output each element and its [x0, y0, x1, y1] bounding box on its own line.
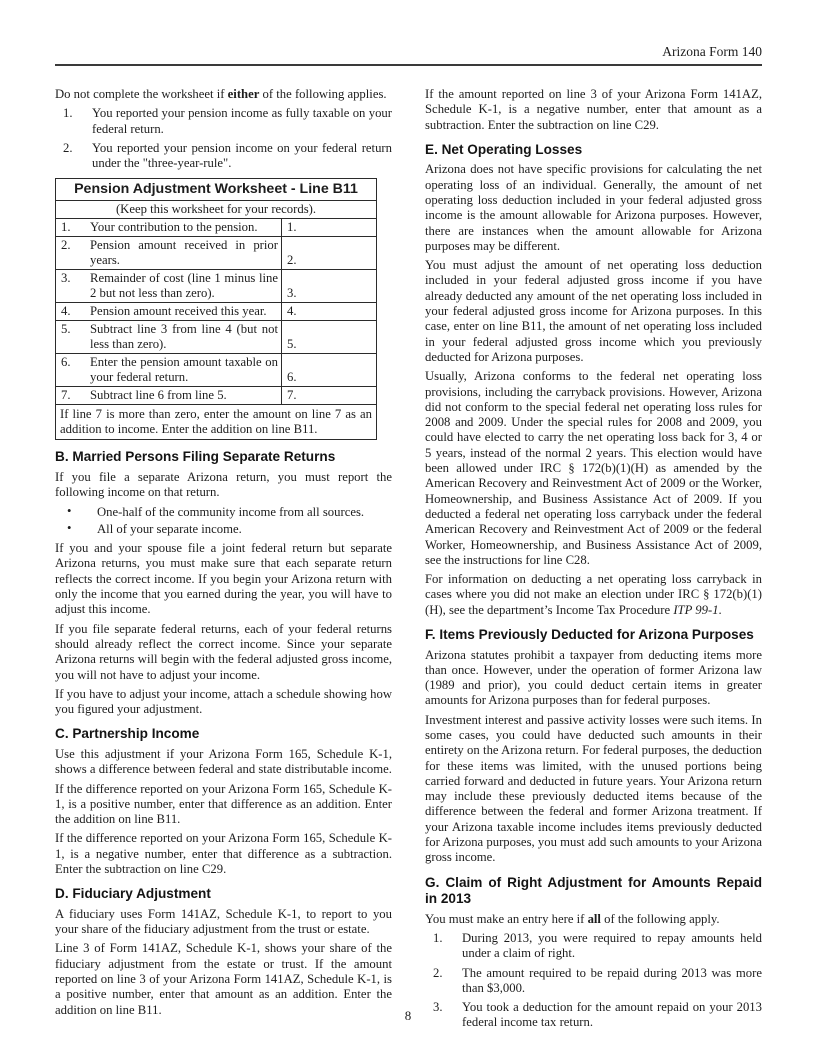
worksheet-title: Pension Adjustment Worksheet - Line B11 [56, 179, 377, 201]
bullet-text: One-half of the community income from all sources. [97, 504, 365, 519]
row-text: Pension amount received this year. [90, 304, 267, 319]
section-heading-e: E. Net Operating Losses [425, 141, 583, 157]
row-line-label: 2. [282, 237, 377, 270]
row-number: 7. [61, 388, 71, 403]
bullet-text: All of your separate income. [97, 521, 242, 536]
worksheet-intro-paragraph [55, 87, 392, 102]
row-description [56, 303, 282, 321]
row-line-label: 4. [282, 303, 377, 321]
row-text: Your contribution to the pension. [90, 220, 258, 235]
paragraph: If you file separate federal returns, each of your federal returns should already reflect the correct income. Since your separate Arizona returns will begin with the federal adjusted gross income, you will not have to adjust your income. [55, 621, 392, 682]
paragraph: Arizona statutes prohibit a taxpayer from deducting items more than once. However, under the operation of former Arizona law (1989 and prior), you could deduct certain items in greater amounts for Arizona purposes than for federal purposes. [425, 647, 762, 708]
paragraph: Arizona does not have specific provisions for calculating the net operating loss of an individual. Generally, the amount of net operating loss deduction included in your federal adjusted gross income is the amount allowable for Arizona purposes. However, there are instances when the amount allowable for Arizona purposes may be different. [425, 162, 762, 253]
intro-text: Do not complete the worksheet if [55, 87, 228, 101]
list-text: The amount required to be repaid during 2013 was more than $3,000. [462, 965, 762, 995]
row-line-label: 3. [282, 270, 377, 303]
paragraph: Line 3 of Form 141AZ, Schedule K-1, shows your share of the fiduciary adjustment from the estate or trust. If the amount reported on line 3 of your Arizona Form 141AZ, Schedule K-1, is a positive number, enter that amount as an addition. Enter the addition on line B11. [55, 941, 392, 1017]
paragraph-text: You must make an entry here if [425, 911, 588, 926]
page-footer [0, 1008, 816, 1024]
table-row [56, 387, 377, 405]
row-number: 2. [61, 238, 71, 253]
table-row [56, 303, 377, 321]
list-item [55, 141, 392, 172]
row-number: 5. [61, 322, 71, 337]
paragraph-text: For information on deducting a net operating loss carryback in cases where you did not make an election under IRC § 172(b)(1)(H), see the department’s Income Tax Procedure [425, 572, 762, 617]
paragraph: A fiduciary uses Form 141AZ, Schedule K-1, to report to you your share of the fiduciary adjustment from the trust or estate. [55, 906, 392, 937]
row-line-label: 5. [282, 321, 377, 354]
table-row [56, 237, 377, 270]
paragraph: If the difference reported on your Arizona Form 165, Schedule K-1, is a negative number, enter that difference as a subtraction. Enter the subtraction on line C29. [55, 831, 392, 877]
section-heading-c: C. Partnership Income [55, 726, 200, 742]
worksheet-subtitle: (Keep this worksheet for your records). [56, 201, 377, 219]
page-header [55, 44, 762, 66]
page-number: 8 [404, 1008, 412, 1023]
row-description [56, 387, 282, 405]
intro-bold-word: either [227, 87, 260, 101]
row-number: 6. [61, 355, 71, 370]
table-row [56, 354, 377, 387]
table-row [56, 321, 377, 354]
list-number: 2. [433, 965, 443, 980]
list-text: You took a deduction for the amount repaid on your 2013 federal income tax return. [462, 1000, 762, 1030]
paragraph [425, 912, 762, 927]
row-number: 4. [61, 304, 71, 319]
table-row [56, 219, 377, 237]
intro-text: of the following applies. [259, 87, 387, 101]
bullet-icon: • [67, 503, 72, 518]
list-number: 1. [63, 106, 73, 121]
list-item [425, 966, 762, 997]
paragraph: You must adjust the amount of net operating loss deduction included in your federal adjusted gross income if you have already deducted any amount of the net operating loss included in your federal adjusted gross income for Arizona purposes. In this case, enter on line B11, the amount of net operating loss included in your federal adjusted gross income which you previously deducted for Arizona purposes. [425, 258, 762, 364]
list-item [55, 106, 392, 137]
table-note-row [56, 405, 377, 440]
list-number: 3. [433, 1000, 443, 1015]
section-heading-g: G. Claim of Right Adjustment for Amounts Repaid in 2013 [425, 874, 762, 907]
list-number: 1. [433, 930, 443, 945]
row-line-label: 1. [282, 219, 377, 237]
row-description [56, 270, 282, 303]
row-description [56, 237, 282, 270]
left-column [55, 83, 392, 1035]
table-title-row [56, 179, 377, 201]
row-line-label: 7. [282, 387, 377, 405]
list-text: During 2013, you were required to repay amounts held under a claim of right. [462, 930, 762, 961]
row-line-label: 6. [282, 354, 377, 387]
paragraph: If you and your spouse file a joint federal return but separate Arizona returns, you must make sure that each separate return reflects the correct income. If you begin your Arizona return with only the income that you earned during the year, you will have to adjust this income. [55, 541, 392, 617]
paragraph: If you have to adjust your income, attach a schedule showing how you figured your adjustment. [55, 686, 392, 717]
paragraph-text: . [718, 602, 722, 617]
row-text: Remainder of cost (line 1 minus line 2 but not less than zero). [90, 271, 278, 301]
table-subtitle-row [56, 201, 377, 219]
page-content [55, 44, 762, 1035]
row-description [56, 219, 282, 237]
row-description [56, 321, 282, 354]
section-heading-f: F. Items Previously Deducted for Arizona Purposes [425, 627, 754, 642]
row-text: Enter the pension amount taxable on your federal return. [90, 355, 278, 385]
worksheet-note: If line 7 is more than zero, enter the amount on line 7 as an addition to income. Enter the addition on line B11. [56, 405, 377, 440]
paragraph: Usually, Arizona conforms to the federal net operating loss provisions, including the carryback provisions. However, Arizona did not conform to the special federal net operating loss rules for 2008 and 2009. Under the special rules for 2008 and 2009, you could have elected to carry the net operating loss back for 3, 4 or 5 years, instead of the normal 2 years. This election would have been allowed under IRC § 172(b)(1)(H) as amended by the American Recovery and Reinvestment Act of 2009 or the Worker, Homeownership, and Business Assistance Act of 2009. If you deducted a federal net operating loss carryback under the federal American Recovery and Reinvestment Act of 2009 or the federal Worker, Homeownership, and Business Assistance Act of 2009, see the instructions for line C28. [425, 369, 762, 567]
paragraph: Investment interest and passive activity losses were such items. In some cases, you could have deducted such amounts in their entirety on the Arizona return. For federal purposes, the deduction for these items was limited, with the unused portions being carried forward and deducted in future years. Your Arizona return may include these previously deducted items because of the difference between the federal and former Arizona treatment. If your Arizona taxable income includes items previously deducted for Arizona purposes, you must add such amounts to your Arizona gross income. [425, 712, 762, 865]
procedure-reference: ITP 99-1 [673, 602, 719, 617]
paragraph [425, 572, 762, 618]
paragraph: If you file a separate Arizona return, you must report the following income on that return. [55, 469, 392, 500]
row-text: Subtract line 6 from line 5. [90, 388, 227, 403]
row-description [56, 354, 282, 387]
paragraph: If the difference reported on your Arizona Form 165, Schedule K-1, is a positive number, enter that difference as an addition. Enter the addition on line B11. [55, 781, 392, 827]
row-number: 1. [61, 220, 71, 235]
list-text: You reported your pension income on your federal return under the "three-year-rule". [92, 140, 392, 171]
pension-adjustment-worksheet-table [55, 178, 377, 440]
bullet-item [55, 505, 392, 520]
row-number: 3. [61, 271, 71, 286]
bullet-item [55, 522, 392, 537]
intro-bold-word: all [587, 911, 601, 926]
list-number: 2. [63, 140, 73, 155]
form-title: Arizona Form 140 [662, 44, 762, 59]
right-column [425, 83, 762, 1035]
bullet-icon: • [67, 520, 72, 535]
paragraph: Use this adjustment if your Arizona Form 165, Schedule K-1, shows a difference between federal and state distributable income. [55, 746, 392, 777]
row-text: Pension amount received in prior years. [90, 238, 278, 268]
paragraph-text: of the following apply. [600, 911, 720, 926]
table-row [56, 270, 377, 303]
list-item [425, 931, 762, 962]
list-text: You reported your pension income as fully taxable on your federal return. [92, 106, 392, 136]
section-heading-b: B. Married Persons Filing Separate Returns [55, 449, 336, 465]
two-column-layout [55, 83, 762, 1035]
row-text: Subtract line 3 from line 4 (but not less than zero). [90, 322, 278, 352]
paragraph: If the amount reported on line 3 of your Arizona Form 141AZ, Schedule K-1, is a negative number, enter that amount as a subtraction. Enter the subtraction on line C29. [425, 87, 762, 132]
section-heading-d: D. Fiduciary Adjustment [55, 886, 211, 902]
